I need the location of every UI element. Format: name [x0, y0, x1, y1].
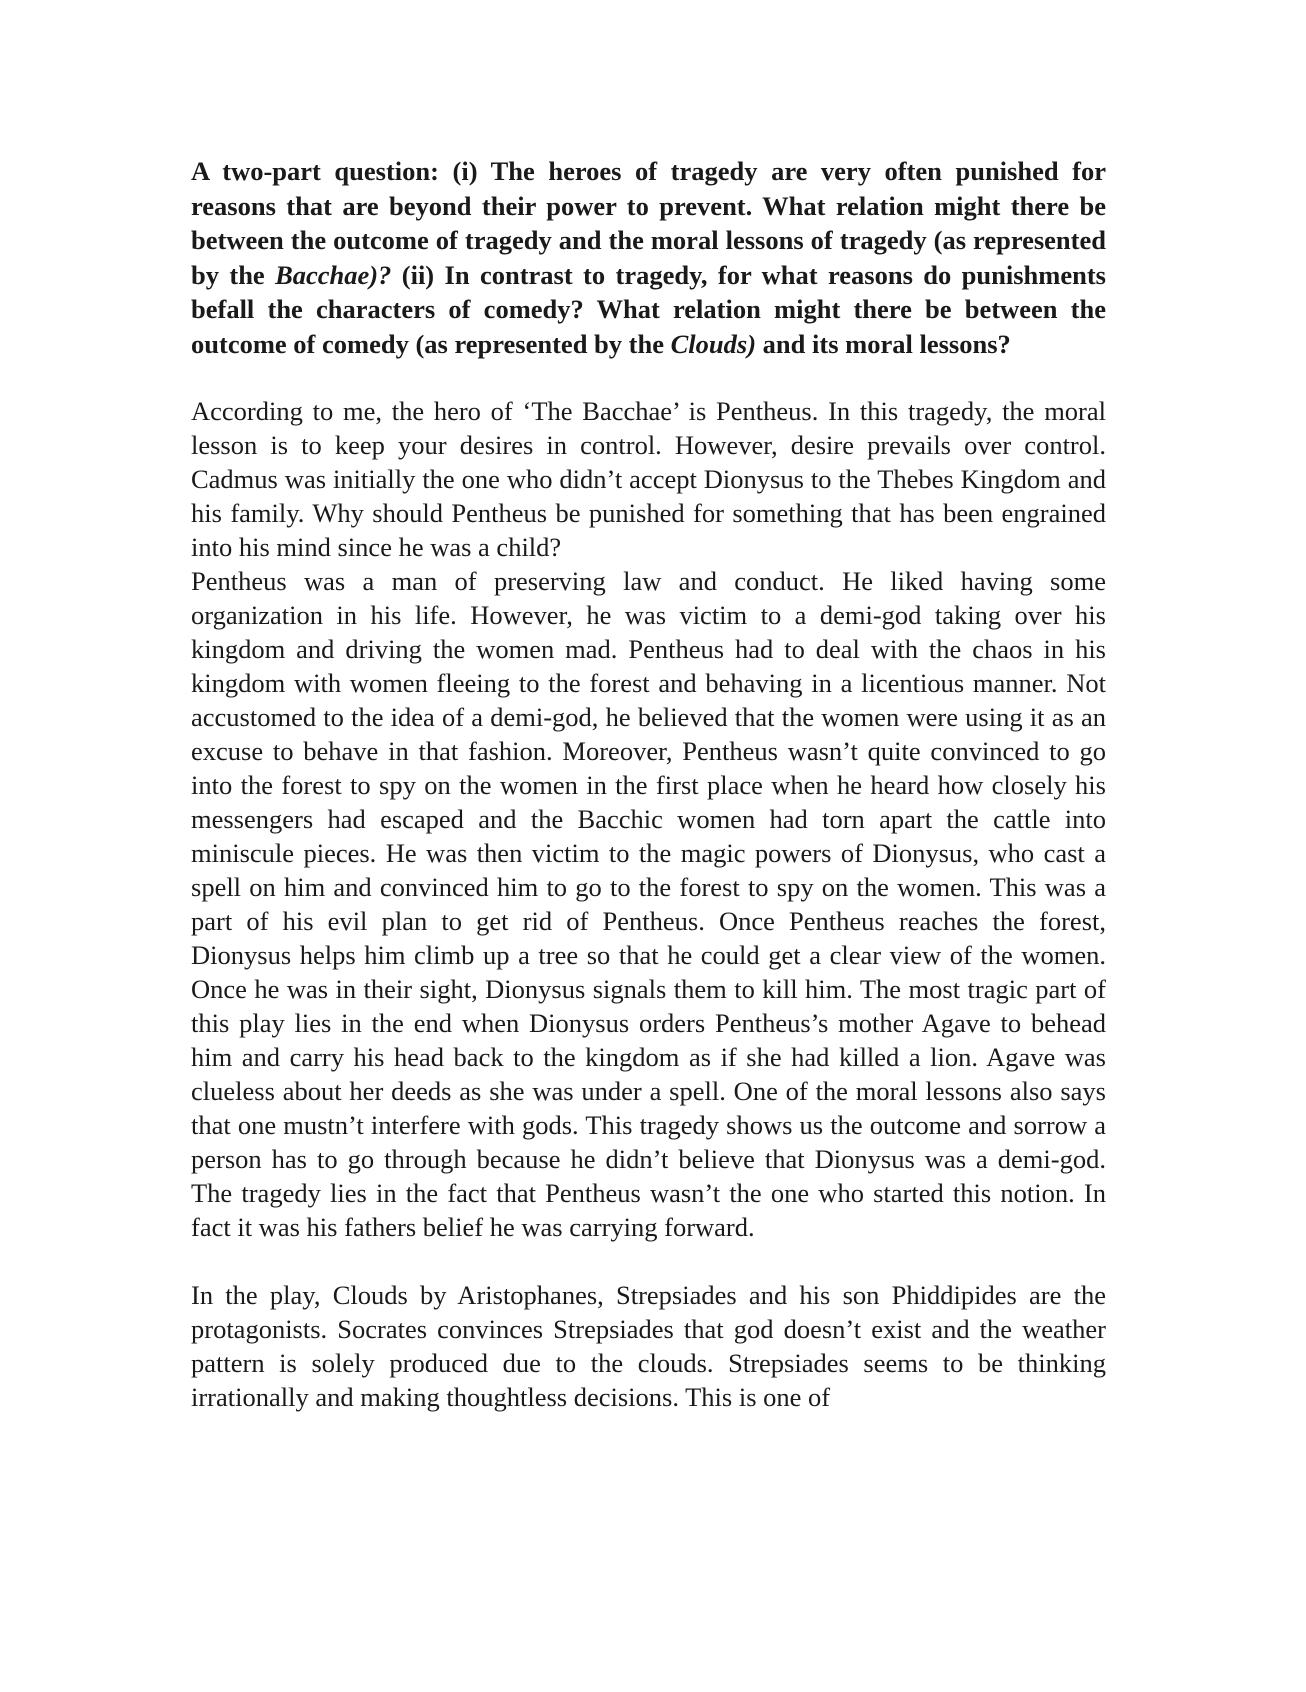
- question-work-title-clouds: Clouds): [670, 328, 757, 359]
- answer-paragraph-3: In the play, Clouds by Aristophanes, Strepsiades and his son Phiddipides are the protagonists. Socrates convinces Strepsiades that god doesn’t exist and the weather pattern is solely produced due to the clouds. Strepsiades seems to be thinking irrationally and making thoughtless decisions. This is one of: [191, 1280, 1106, 1412]
- answer-paragraph-2: Pentheus was a man of preserving law and conduct. He liked having some organization in his life. However, he was victim to a demi-god taking over his kingdom and driving the women mad. Pentheus had to deal with the chaos in his kingdom with women fleeing to the forest and behaving in a licentious manner. Not accustomed to the idea of a demi-god, he believed that the women were using it as an excuse to behave in that fashion. Moreover, Pentheus wasn’t quite convinced to go into the forest to spy on the women in the first place when he heard how closely his messengers had escaped and the Bacchic women had torn apart the cattle into miniscule pieces. He was then victim to the magic powers of Dionysus, who cast a spell on him and convinced him to go to the forest to spy on the women. This was a part of his evil plan to get rid of Pentheus. Once Pentheus reaches the forest, Dionysus helps him climb up a tree so that he could get a clear view of the women. Once he was in their sight, Dionysus signals them to kill him. The most tragic part of this play lies in the end when Dionysus orders Pentheus’s mother Agave to behead him and carry his head back to the kingdom as if she had killed a lion. Agave was clueless about her deeds as she was under a spell. One of the moral lessons also says that one mustn’t interfere with gods. This tragedy shows us the outcome and sorrow a person has to go through because he didn’t believe that Dionysus was a demi-god. The tragedy lies in the fact that Pentheus wasn’t the one who started this notion. In fact it was his fathers belief he was carrying forward.: [191, 566, 1106, 1242]
- essay-question: [191, 154, 1106, 361]
- question-text-part-3: and its moral lessons?: [756, 328, 1011, 359]
- document-body: [191, 154, 1106, 1414]
- question-text-part-2: (ii) In contrast to tragedy, for what reasons do punishments befall the characters of comedy? What relation might there be between the outcome of comedy (as represented by the: [191, 259, 1106, 359]
- question-work-title-bacchae: Bacchae)?: [275, 259, 392, 290]
- question-text-part-1: A two-part question: (i) The heroes of tragedy are very often punished for reasons that are beyond their power to prevent. What relation might there be between the outcome of tragedy and the moral lessons of tragedy (as represented by the: [191, 156, 1106, 290]
- answer-paragraph-1: According to me, the hero of ‘The Bacchae’ is Pentheus. In this tragedy, the moral lesson is to keep your desires in control. However, desire prevails over control. Cadmus was initially the one who didn’t accept Dionysus to the Thebes Kingdom and his family. Why should Pentheus be punished for something that has been engrained into his mind since he was a child?: [191, 396, 1106, 562]
